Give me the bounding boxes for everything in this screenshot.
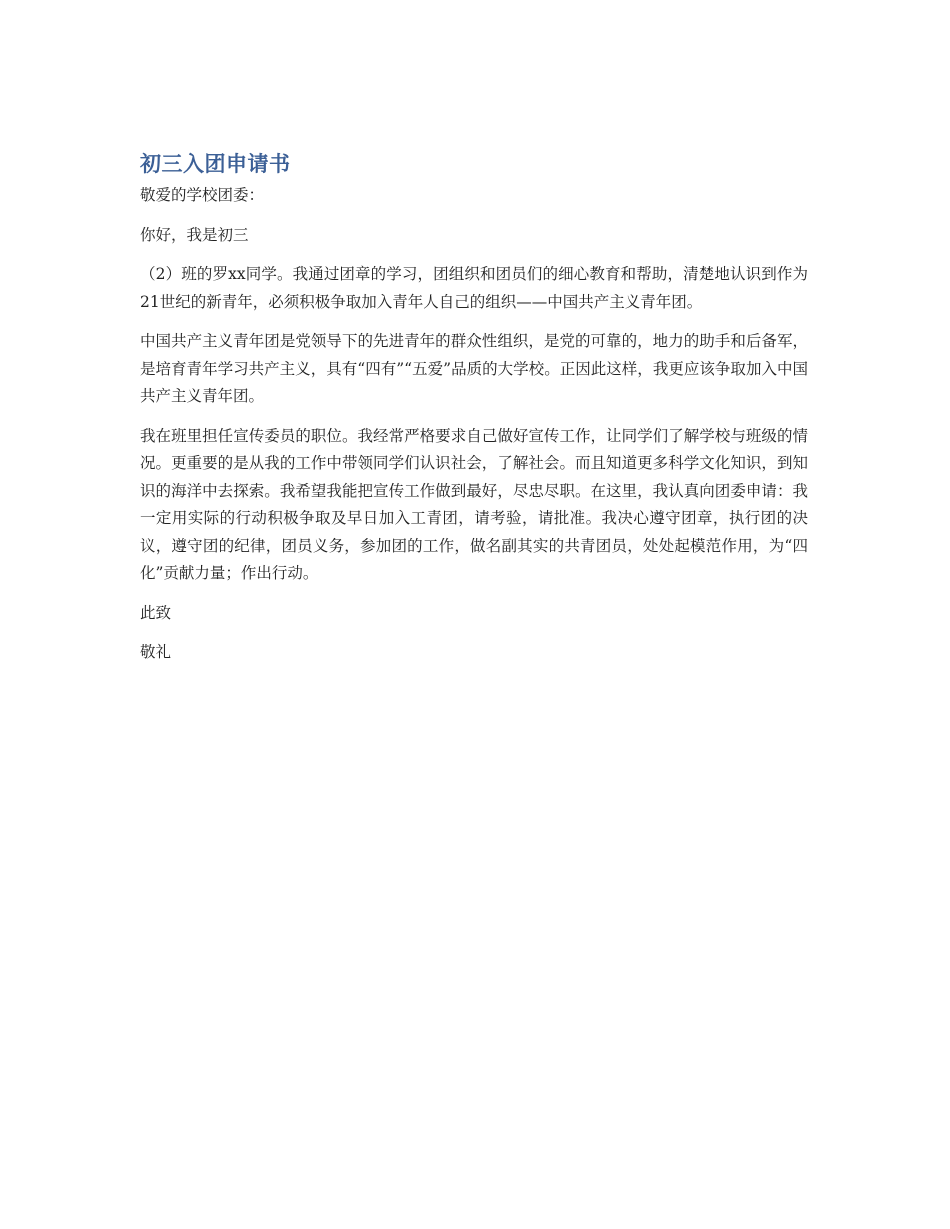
paragraph-personal-statement: 我在班里担任宣传委员的职位。我经常严格要求自己做好宣传工作，让同学们了解学校与班级的情况。更重要的是从我的工作中带领同学们认识社会，了解社会。而且知道更多科学文化知识，到知识的海洋中去探索。我希望我能把宣传工作做到最好，尽忠尽职。在这里，我认真向团委申请：我一定用实际的行动积极争取及早日加入工青团，请考验，请批准。我决心遵守团章，执行团的决议，遵守团的纪律，团员义务，参加团的工作，做名副其实的共青团员，处处起模范作用，为“四化”贡献力量；作出行动。 bbox=[140, 426, 808, 582]
salutation: 敬爱的学校团委： bbox=[140, 186, 265, 204]
document-title: 初三入团申请书 bbox=[140, 152, 291, 176]
closing-line-2: 敬礼 bbox=[140, 643, 172, 661]
paragraph-league-description: 中国共产主义青年团是党领导下的先进青年的群众性组织，是党的可靠的，地力的助手和后备军，是培育青年学习共产主义，具有“四有”“五爱”品质的大学校。正因此这样，我更应该争取加入中国共产主义青年团。 bbox=[140, 332, 808, 405]
paragraph-greeting: 你好，我是初三 bbox=[140, 225, 249, 244]
paragraph-introduction: （2）班的罗xx同学。我通过团章的学习，团组织和团员们的细心教育和帮助，清楚地认识到作为21世纪的新青年，必须积极争取加入青年人自己的组织——中国共产主义青年团。 bbox=[140, 265, 808, 311]
closing-line-1: 此致 bbox=[140, 603, 172, 622]
document-page bbox=[140, 148, 808, 679]
